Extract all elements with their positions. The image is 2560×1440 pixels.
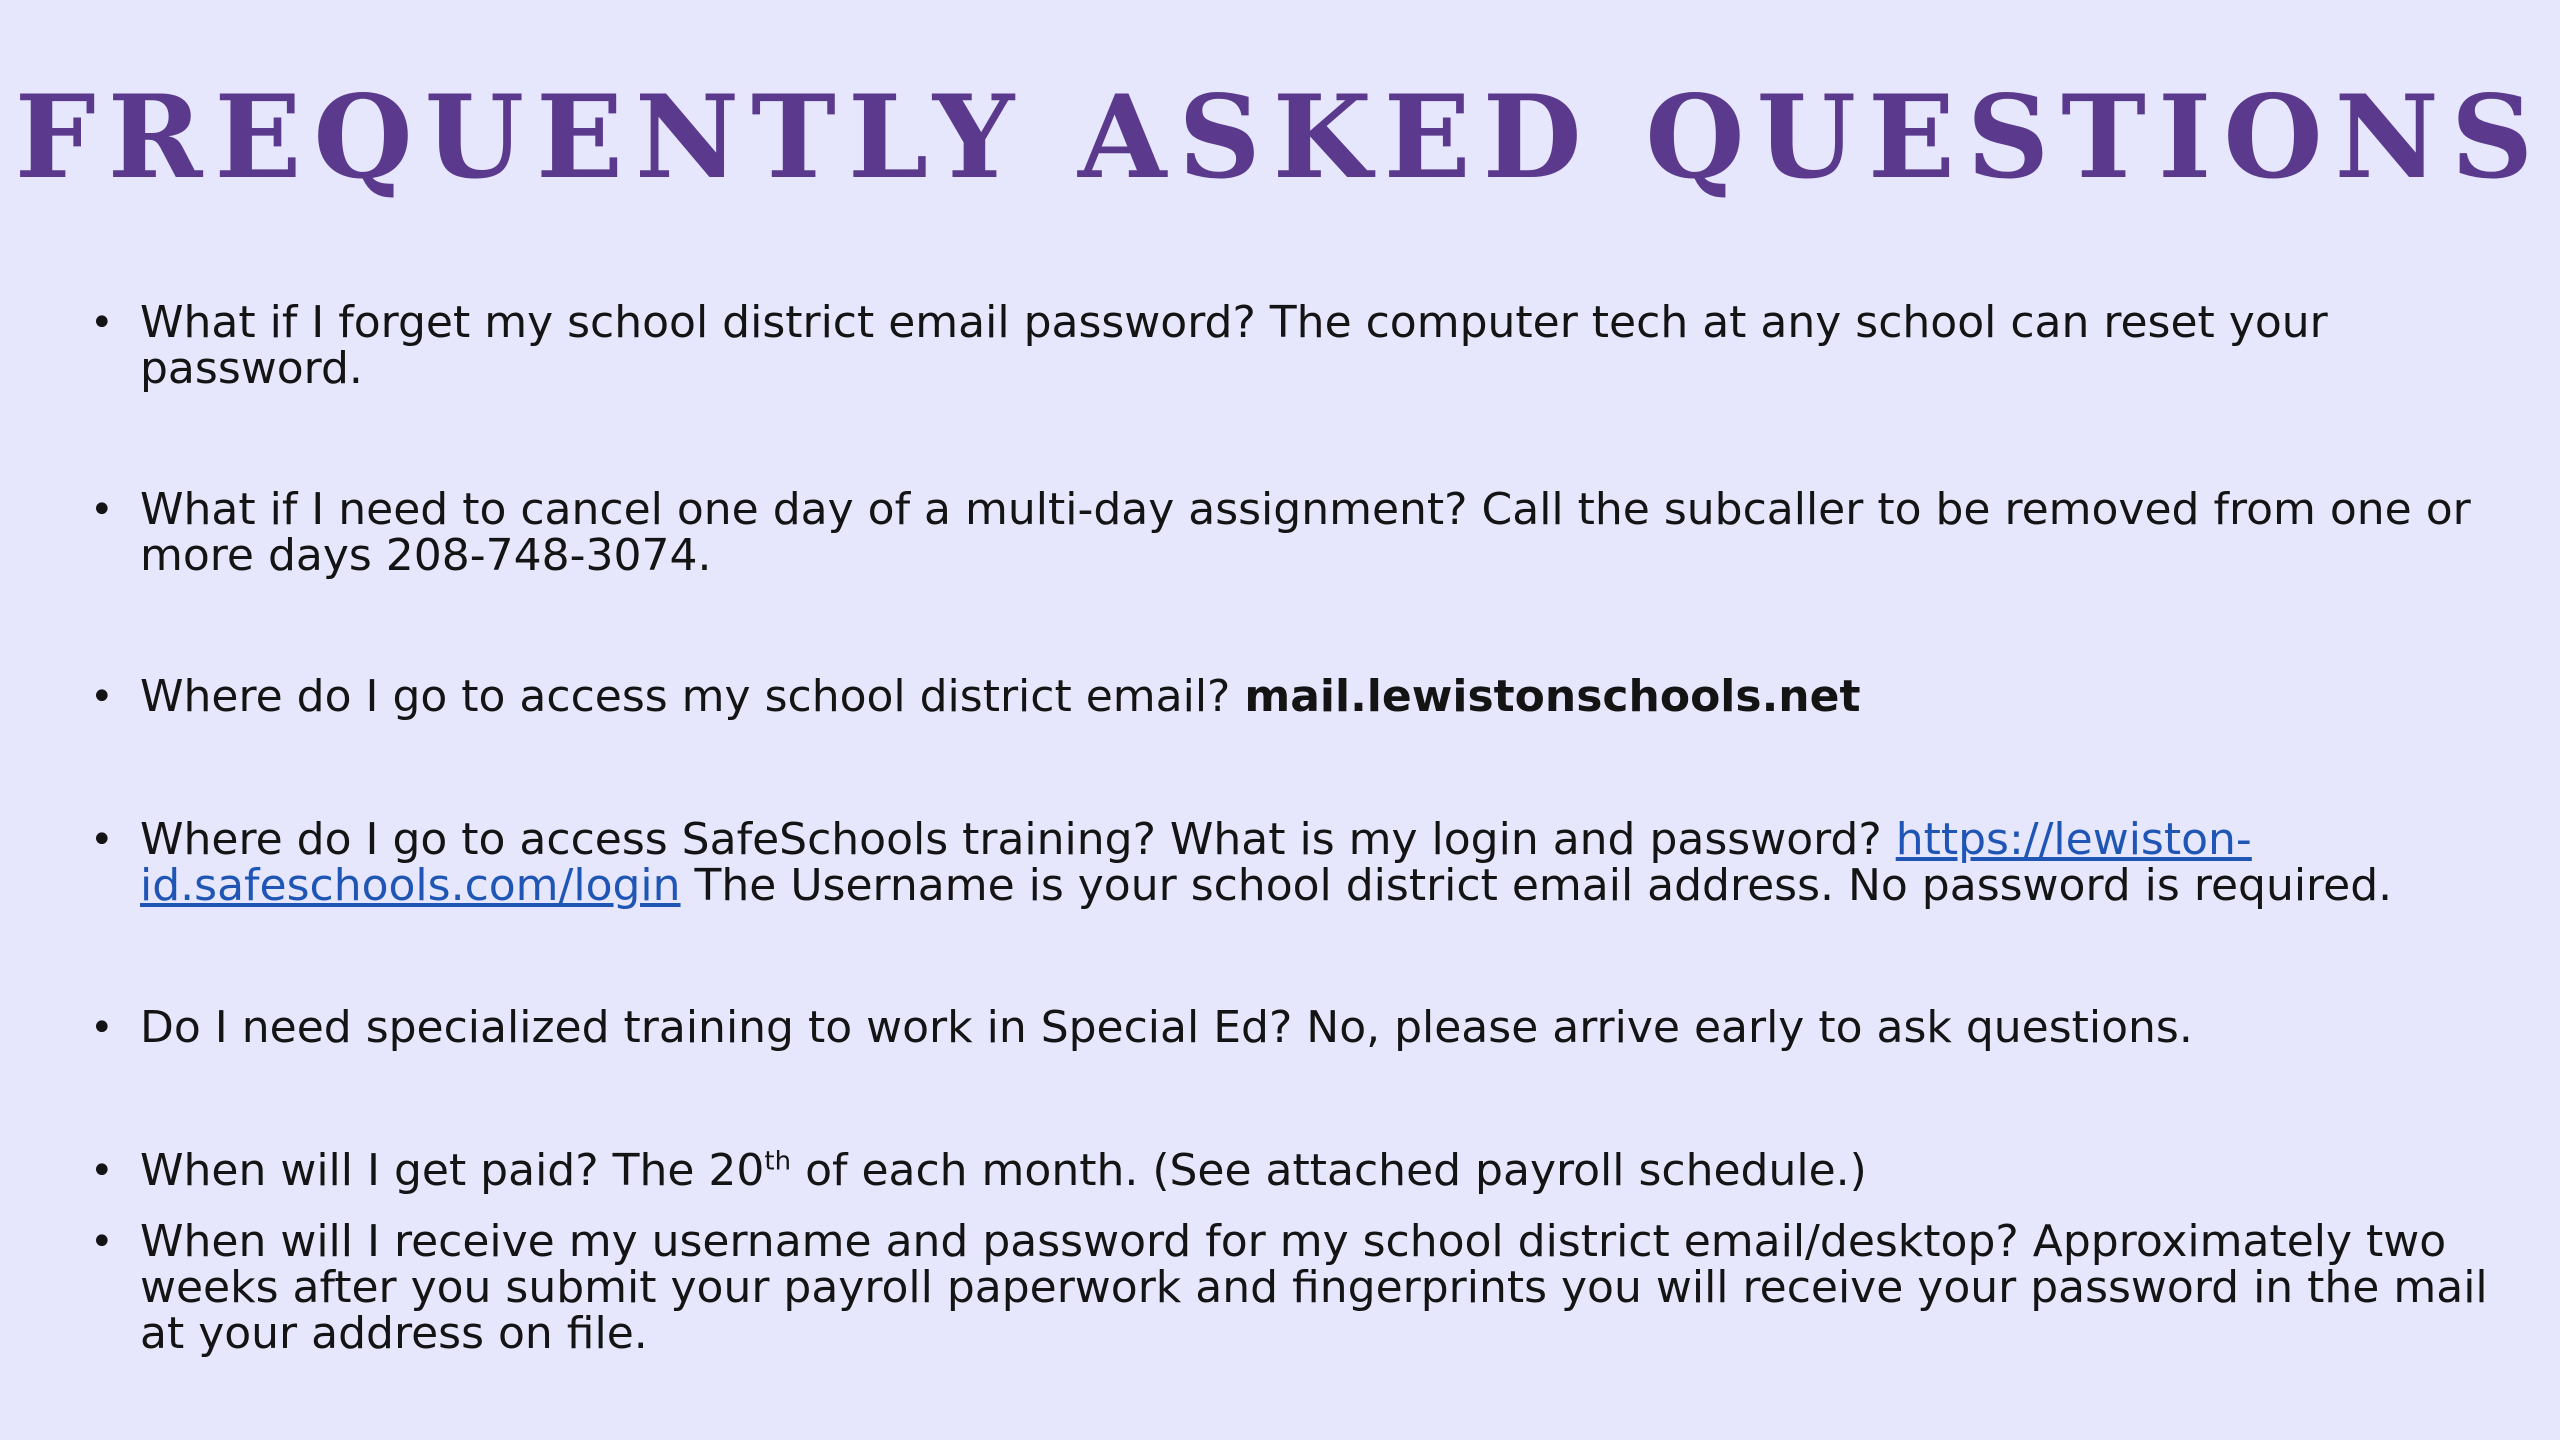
faq-text: What if I forget my school district email password? The computer tech at any school can reset your password.	[140, 297, 2328, 394]
bullet-icon: •	[90, 1005, 114, 1051]
faq-text	[140, 671, 2510, 722]
faq-text: When will I receive my username and password for my school district email/desktop? Approximately two weeks after you submit your payroll paperwork and fingerprints you will receive your password in the mail at your address on file.	[140, 1216, 2488, 1359]
faq-text: Do I need specialized training to work in Special Ed? No, please arrive early to ask questions.	[140, 1002, 2193, 1053]
faq-text: What if I need to cancel one day of a multi-day assignment? Call the subcaller to be removed from one or more days 208-748-3074.	[140, 484, 2471, 581]
email-url: mail.lewistonschools.net	[1244, 671, 1861, 722]
bullet-icon: •	[90, 674, 114, 720]
ordinal-suffix: th	[764, 1146, 792, 1177]
bullet-icon: •	[90, 300, 114, 346]
faq-text	[140, 814, 2510, 911]
bullet-icon: •	[90, 1148, 114, 1194]
faq-question: Where do I go to access my school district email?	[140, 671, 1245, 722]
faq-answer: of each month. (See attached payroll schedule.)	[791, 1145, 1867, 1196]
bullet-icon: •	[90, 487, 114, 533]
faq-question: When will I get paid? The 20	[140, 1145, 765, 1196]
safeschools-login-link[interactable]: https://lewiston-id.safeschools.com/login	[140, 814, 2252, 911]
faq-text	[140, 1145, 2510, 1196]
faq-question: Where do I go to access SafeSchools training? What is my login and password?	[140, 814, 1896, 865]
page-title: FREQUENTLY ASKED QUESTIONS	[14, 70, 2546, 204]
bullet-icon: •	[90, 1219, 114, 1265]
bullet-icon: •	[90, 817, 114, 863]
faq-answer: The Username is your school district email address. No password is required.	[680, 860, 2393, 911]
